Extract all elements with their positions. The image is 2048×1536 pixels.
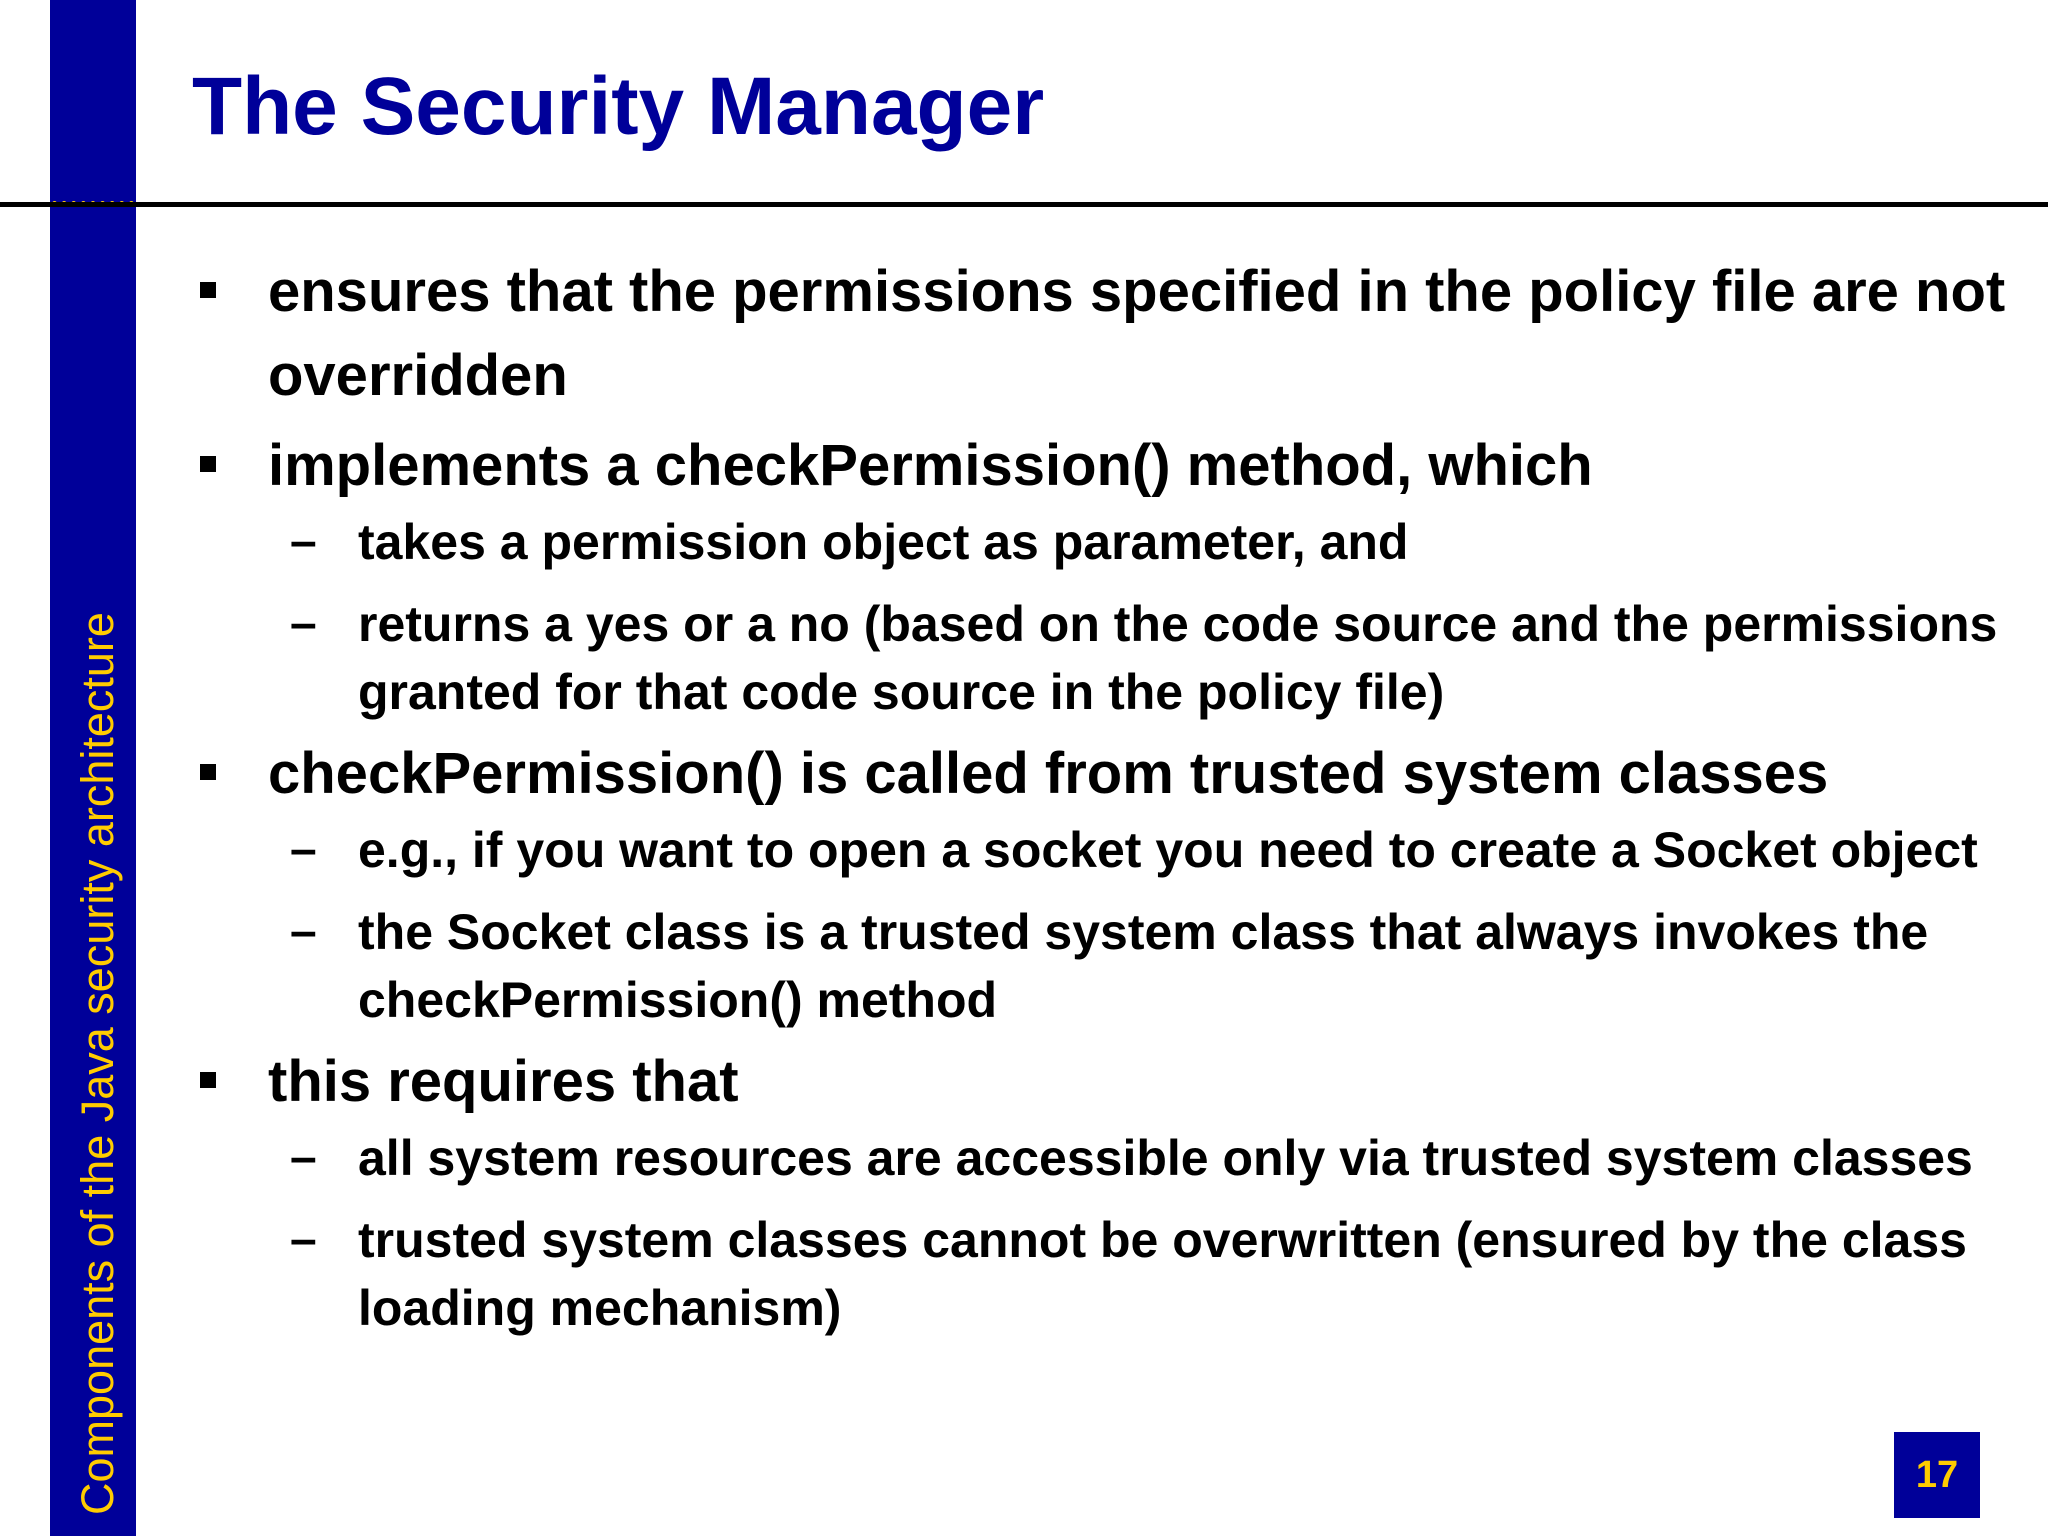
bullet-item	[190, 1040, 2010, 1124]
slide-title: The Security Manager	[192, 61, 1045, 152]
dash-bullet-icon: –	[290, 1213, 317, 1266]
bullet-text: implements a checkPermission() method, which	[268, 433, 1593, 498]
dash-bullet-icon: –	[290, 515, 317, 568]
sub-bullet-text: the Socket class is a trusted system class that always invokes the checkPermission() method	[358, 904, 1929, 1028]
sub-bullet-text: trusted system classes cannot be overwritten (ensured by the class loading mechanism)	[358, 1212, 1967, 1336]
slide-body	[190, 250, 2010, 1342]
sub-bullet-item	[190, 508, 2010, 576]
sub-bullet-item	[190, 1124, 2010, 1192]
sub-bullet-text: takes a permission object as parameter, and	[358, 514, 1409, 570]
sub-bullet-text: e.g., if you want to open a socket you need to create a Socket object	[358, 822, 1978, 878]
page-number-badge: 17	[1894, 1432, 1980, 1518]
sub-bullet-text: returns a yes or a no (based on the code source and the permissions granted for that code source in the policy file)	[358, 596, 1998, 720]
square-bullet-icon	[200, 764, 216, 780]
title-divider	[0, 202, 2048, 207]
bullet-text: checkPermission() is called from trusted system classes	[268, 741, 1829, 806]
sub-bullet-item	[190, 590, 2010, 726]
bullet-item	[190, 424, 2010, 508]
sidebar-section-label: Components of the Java security architecture	[72, 612, 123, 1515]
square-bullet-icon	[200, 282, 216, 298]
square-bullet-icon	[200, 456, 216, 472]
sub-bullet-item	[190, 898, 2010, 1034]
bullet-text: this requires that	[268, 1049, 739, 1114]
dash-bullet-icon: –	[290, 1131, 317, 1184]
sub-bullet-item	[190, 1206, 2010, 1342]
bullet-item	[190, 732, 2010, 816]
square-bullet-icon	[200, 1072, 216, 1088]
bullet-item	[190, 250, 2010, 418]
dash-bullet-icon: –	[290, 597, 317, 650]
sub-bullet-item	[190, 816, 2010, 884]
dash-bullet-icon: –	[290, 823, 317, 876]
sub-bullet-text: all system resources are accessible only via trusted system classes	[358, 1130, 1973, 1186]
dash-bullet-icon: –	[290, 905, 317, 958]
bullet-text: ensures that the permissions specified in the policy file are not overridden	[268, 259, 2006, 408]
